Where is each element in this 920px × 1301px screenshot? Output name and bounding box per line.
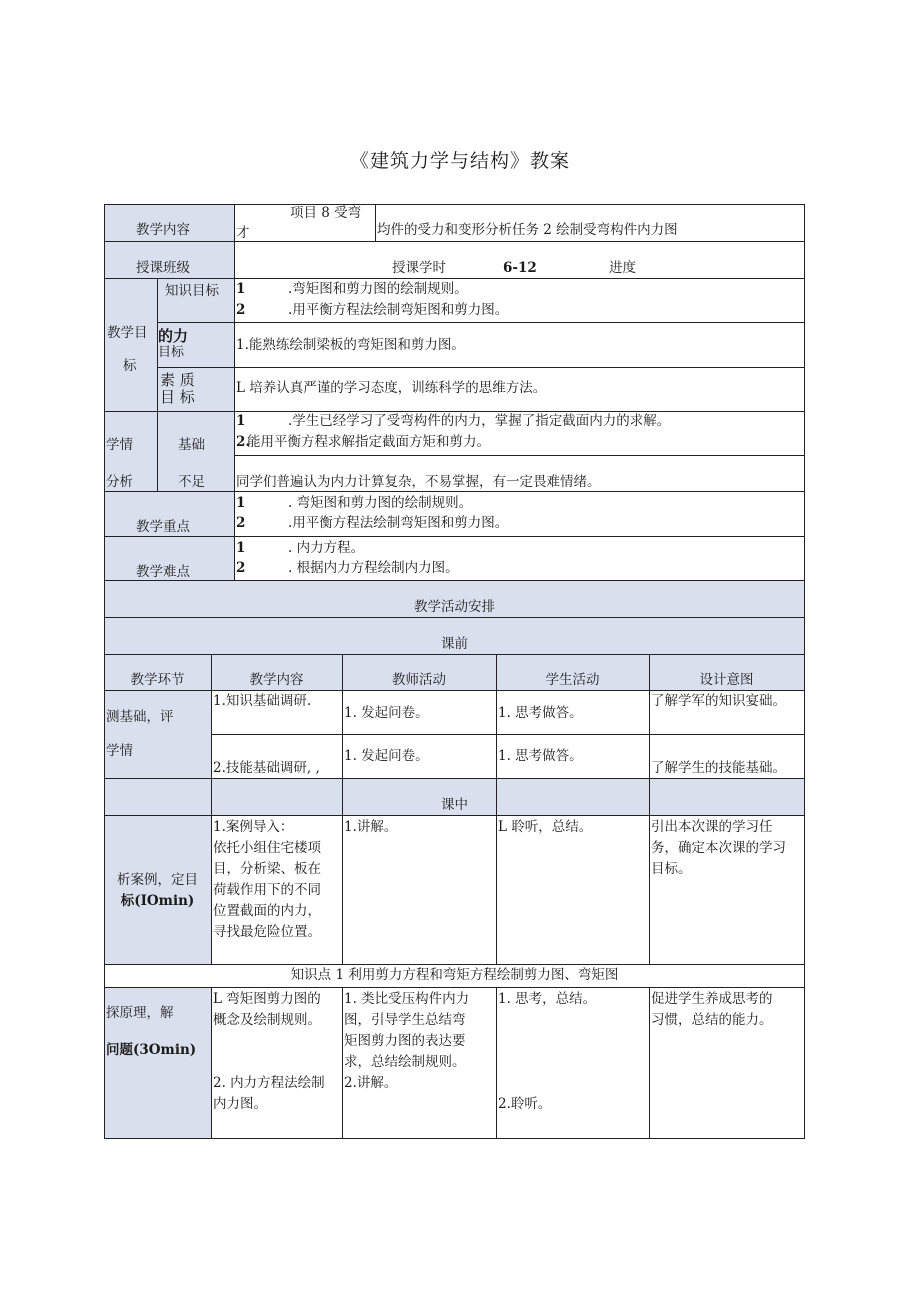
case-teacher: 1.讲解。 — [344, 819, 398, 835]
pre-stage-b: 学情 — [106, 743, 133, 759]
case-content-line: 依托小组住宅楼项 — [213, 840, 321, 856]
column-header: 教学内容 — [249, 672, 304, 688]
case-intent-line: 引出本次课的学习任 — [651, 819, 773, 835]
content-label: 教学内容 — [136, 222, 190, 238]
basis-label: 基础 — [178, 437, 205, 453]
principle-intent-line: 促进学生养成思考的 — [651, 991, 773, 1007]
principle-content-line: 2. 内力方程法绘制 — [213, 1075, 325, 1091]
case-stage-b: 标(IOmin) — [120, 893, 195, 909]
column-header: 设计意图 — [699, 672, 754, 688]
basis-item-num: 1 — [236, 413, 246, 429]
objectives-label-b: 标 — [123, 358, 137, 374]
pre-intent-1: 了解学军的知识宴础。 — [651, 693, 786, 709]
content-value-part3: 均件的受力和变形分析任务 2 绘制受弯构件内力图 — [377, 222, 678, 238]
key-label: 教学重点 — [136, 519, 190, 535]
hours-label: 授课学时 — [392, 260, 446, 276]
kp1-title: 知识点 1 利用剪力方程和弯矩方程绘制剪力图、弯矩图 — [290, 967, 619, 983]
stage-cell-pre — [104, 691, 211, 779]
ability-label-a: 的力 — [158, 327, 189, 345]
pre-teacher-2: 1. 发起问卷。 — [344, 748, 429, 764]
pre-student-2: 1. 思考做答。 — [498, 748, 583, 764]
key-item: . 弯矩图和剪力图的绘制规则。 — [288, 495, 473, 511]
pre-content-2: 2.技能基础调研, , — [213, 760, 320, 776]
difficulty-item: . 根据内力方程绘制内力图。 — [288, 560, 459, 576]
column-header: 教师活动 — [392, 672, 446, 688]
activity-title: 教学活动安排 — [414, 599, 495, 615]
ability-label-b: 目标 — [158, 345, 185, 360]
pre-intent-2: 了解学生的技能基础。 — [651, 760, 786, 776]
difficulty-label: 教学难点 — [136, 564, 190, 580]
difficulty-item: . 内力方程。 — [288, 540, 365, 556]
basis-item: 能用平衡方程求解指定截面方矩和剪力。 — [247, 434, 490, 450]
analysis-label-a: 学情 — [106, 437, 133, 453]
principle-teacher-line: 矩图剪力图的表达要 — [344, 1033, 466, 1049]
ability-text: 1.能熟练绘制梁板的弯矩图和剪力图。 — [236, 337, 465, 353]
preclass-title: 课前 — [441, 636, 468, 652]
quality-label-b: 目 标 — [160, 388, 195, 406]
principle-content-line: L 弯矩图剪力图的 — [213, 991, 321, 1007]
key-item: .用平衡方程法绘制弯矩图和剪力图。 — [288, 515, 509, 531]
content-value-part1: 项目 8 受弯 — [290, 205, 362, 221]
case-content-line: 位置截面的内力， — [213, 903, 321, 919]
progress-label: 进度 — [609, 260, 636, 276]
principle-intent-line: 习惯，总结的能力。 — [651, 1012, 773, 1028]
principle-teacher-line: 求，总结绘制规则。 — [344, 1054, 466, 1070]
hours-value: 6-12 — [503, 260, 537, 276]
quality-label-a: 素 质 — [160, 371, 195, 389]
content-value-part2: 才 — [236, 225, 250, 241]
case-stage-a: 析案例，定目 — [117, 872, 198, 888]
difficulty-item-num: 1 — [236, 540, 246, 556]
gap-label: 不足 — [178, 474, 205, 490]
column-header: 学生活动 — [545, 672, 600, 688]
key-item-num: 2 — [236, 515, 246, 531]
key-item-num: 1 — [236, 495, 246, 511]
gap-text: 同学们普遍认为内力计算复杂，不易掌握，有一定畏难情绪。 — [236, 474, 601, 490]
case-content-line: 荷载作用下的不同 — [213, 882, 321, 898]
principle-stage-b: 问题(3Omin) — [106, 1042, 197, 1058]
inclass-title: 课中 — [441, 797, 468, 813]
principle-content-line: 概念及绘制规则。 — [213, 1012, 321, 1028]
principle-content-line: 内力图。 — [213, 1096, 267, 1112]
case-content-line: 目，分析梁、板在 — [213, 861, 321, 877]
quality-text: L 培养认真严谨的学习态度，训练科学的思维方法。 — [236, 380, 547, 396]
case-content-line: 1.案例导入： — [213, 819, 294, 835]
principle-teacher-2: 2.讲解。 — [344, 1075, 398, 1091]
knowledge-item: .弯矩图和剪力图的绘制规则。 — [288, 281, 468, 297]
case-content-line: 寻找最危险位置。 — [213, 924, 321, 940]
basis-item-num: 2. — [236, 434, 251, 450]
column-header: 教学环节 — [130, 672, 185, 688]
principle-stage-a: 探原理，解 — [106, 1005, 174, 1021]
pre-stage-a: 测基础，评 — [106, 709, 174, 725]
knowledge-item-num: 2 — [236, 302, 246, 318]
basis-item: .学生已经学习了受弯构件的内力，掌握了指定截面内力的求解。 — [288, 413, 671, 429]
class-label: 授课班级 — [136, 260, 190, 276]
principle-student-1: 1. 思考，总结。 — [498, 991, 597, 1007]
case-student: L 聆听，总结。 — [498, 819, 593, 835]
knowledge-label: 知识目标 — [165, 283, 219, 299]
analysis-label-b: 分析 — [106, 474, 133, 490]
difficulty-item-num: 2 — [236, 560, 246, 576]
knowledge-item: .用平衡方程法绘制弯矩图和剪力图。 — [288, 302, 509, 318]
knowledge-item-num: 1 — [236, 281, 246, 297]
pre-content-1: 1.知识基础调研. — [213, 693, 312, 709]
case-intent-line: 目标。 — [651, 861, 692, 877]
pre-teacher-1: 1. 发起问卷。 — [344, 705, 429, 721]
page-title: 《建筑力学与结构》教案 — [349, 150, 570, 172]
case-intent-line: 务，确定本次课的学习 — [651, 840, 786, 856]
objectives-label-a: 教学目 — [107, 325, 148, 341]
principle-teacher-line: 图，引导学生总结弯 — [344, 1012, 466, 1028]
principle-teacher-line: 1. 类比受压构件内力 — [344, 991, 470, 1007]
principle-student-2: 2.聆听。 — [498, 1096, 552, 1112]
pre-student-1: 1. 思考做答。 — [498, 705, 583, 721]
